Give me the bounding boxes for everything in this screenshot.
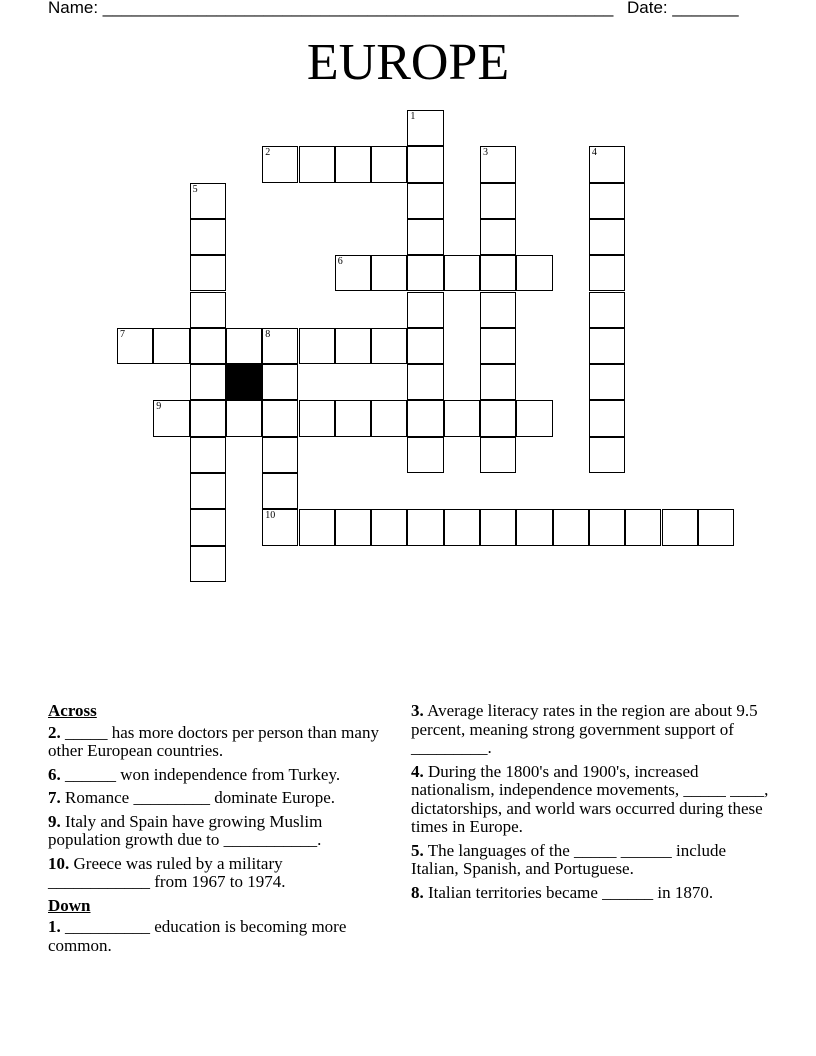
crossword-cell[interactable] (407, 509, 443, 545)
crossword-cell[interactable] (262, 437, 298, 473)
crossword-cell[interactable] (335, 509, 371, 545)
crossword-cell[interactable] (335, 328, 371, 364)
crossword-cell[interactable] (589, 364, 625, 400)
crossword-cell[interactable] (516, 255, 552, 291)
clue-number: 5. (411, 840, 424, 860)
crossword-cell[interactable] (190, 400, 226, 436)
page-title: EUROPE (306, 34, 510, 91)
cell-number: 1 (410, 111, 416, 122)
crossword-cell[interactable] (589, 328, 625, 364)
crossword-cell[interactable] (480, 183, 516, 219)
crossword-cell[interactable] (480, 509, 516, 545)
crossword-cell[interactable] (589, 255, 625, 291)
clue-across-6 (48, 766, 383, 785)
clue-across-7 (48, 789, 383, 808)
clue-number: 9. (48, 811, 61, 831)
crossword-cell[interactable] (480, 328, 516, 364)
crossword-cell[interactable] (480, 292, 516, 328)
cell-number: 9 (156, 401, 162, 413)
crossword-cell[interactable] (662, 509, 698, 545)
crossword-cell[interactable] (589, 146, 625, 182)
crossword-cell[interactable] (190, 364, 226, 400)
clue-across-10 (48, 855, 383, 892)
cell-number: 2 (265, 147, 271, 159)
cell-number: 5 (192, 183, 198, 195)
down-heading: Down (48, 895, 91, 915)
clue-down-8 (411, 884, 771, 903)
crossword-cell[interactable] (299, 146, 335, 182)
crossword-cell[interactable] (190, 255, 226, 291)
crossword-cell[interactable] (262, 400, 298, 436)
crossword-cell[interactable] (371, 400, 407, 436)
crossword-cell[interactable] (444, 509, 480, 545)
clue-text: __________ education is becoming more common. (48, 917, 347, 955)
crossword-cell[interactable] (335, 255, 371, 291)
clue-text: Greece was ruled by a military ____________ from 1967 to 1974. (48, 853, 286, 891)
crossword-cell[interactable] (190, 509, 226, 545)
crossword-cell[interactable] (480, 219, 516, 255)
crossword-cell[interactable] (371, 146, 407, 182)
clue-number: 1. (48, 917, 61, 936)
cell-number: 3 (483, 147, 488, 159)
clue-down-5 (411, 842, 771, 879)
crossword-cell[interactable] (589, 183, 625, 219)
crossword-cell[interactable] (335, 146, 371, 182)
crossword-cell[interactable] (190, 183, 226, 219)
clue-down-4 (411, 763, 771, 837)
crossword-cell[interactable] (190, 219, 226, 255)
crossword-cell[interactable] (262, 509, 298, 545)
crossword-cell[interactable] (407, 146, 443, 182)
clue-number: 10. (48, 853, 70, 873)
crossword-cell[interactable] (407, 110, 443, 146)
crossword-cell[interactable] (299, 328, 335, 364)
crossword-cell[interactable] (589, 509, 625, 545)
crossword-cell[interactable] (407, 328, 443, 364)
clue-text: ______ won independence from Turkey. (65, 764, 341, 784)
clue-text: Italian territories became ______ in 1870. (428, 882, 714, 902)
crossword-cell[interactable] (589, 219, 625, 255)
clue-number: 7. (48, 788, 61, 807)
crossword-cell[interactable] (407, 437, 443, 473)
clue-text: During the 1800's and 1900's, increased nationalism, independence movements, _____ ____, dictatorships, and world wars occurred during these times in Europe. (411, 761, 769, 836)
crossword-black-cell (226, 364, 262, 400)
crossword-cell[interactable] (262, 328, 298, 364)
cell-number: 6 (337, 256, 343, 268)
crossword-cell[interactable] (299, 400, 335, 436)
crossword-cell[interactable] (226, 328, 262, 364)
crossword-cell[interactable] (153, 400, 189, 436)
crossword-cell[interactable] (589, 292, 625, 328)
crossword-cell[interactable] (153, 328, 189, 364)
crossword-cell[interactable] (480, 437, 516, 473)
crossword-cell[interactable] (625, 509, 661, 545)
clue-down-3 (411, 702, 771, 758)
crossword-cell[interactable] (444, 255, 480, 291)
crossword-cell[interactable] (371, 509, 407, 545)
clue-text: Average literacy rates in the region are about 9.5 percent, meaning strong government support of _________. (411, 701, 758, 757)
crossword-cell[interactable] (480, 146, 516, 182)
clue-number: 2. (48, 722, 61, 742)
clue-number: 3. (411, 701, 424, 720)
crossword-cell[interactable] (407, 364, 443, 400)
cell-number: 4 (591, 147, 597, 159)
crossword-cell[interactable] (226, 400, 262, 436)
clue-across-2 (48, 724, 383, 761)
clue-text: The languages of the _____ ______ include Italian, Spanish, and Portuguese. (411, 840, 727, 878)
crossword-cell[interactable] (117, 328, 153, 364)
crossword-cell[interactable] (407, 255, 443, 291)
clue-across-9 (48, 813, 383, 850)
crossword-cell[interactable] (407, 183, 443, 219)
crossword-cell[interactable] (262, 364, 298, 400)
clues-left-column (48, 702, 383, 960)
crossword-cell[interactable] (516, 400, 552, 436)
across-heading: Across (48, 701, 97, 720)
crossword-cell[interactable] (299, 509, 335, 545)
crossword-cell[interactable] (480, 400, 516, 436)
crossword-cell[interactable] (480, 364, 516, 400)
crossword-cell[interactable] (262, 146, 298, 182)
crossword-cell[interactable] (698, 509, 734, 545)
crossword-cell[interactable] (190, 473, 226, 509)
clue-number: 4. (411, 761, 424, 781)
clue-down-1 (48, 918, 383, 955)
crossword-cell[interactable] (553, 509, 589, 545)
cell-number: 8 (265, 328, 271, 340)
date-field: Date: _______ (627, 0, 739, 17)
clue-text: _____ has more doctors per person than many other European countries. (48, 722, 379, 760)
crossword-cell[interactable] (371, 255, 407, 291)
crossword-cell[interactable] (190, 292, 226, 328)
crossword-cell[interactable] (190, 328, 226, 364)
clue-number: 8. (411, 882, 424, 902)
clue-number: 6. (48, 764, 61, 784)
clue-text: Italy and Spain have growing Muslim population growth due to ___________. (48, 811, 323, 849)
crossword-cell[interactable] (589, 437, 625, 473)
crossword-cell[interactable] (407, 219, 443, 255)
crossword-cell[interactable] (190, 437, 226, 473)
cell-number: 7 (120, 328, 125, 340)
crossword-cell[interactable] (407, 292, 443, 328)
cell-number: 10 (265, 510, 276, 522)
crossword-cell[interactable] (407, 400, 443, 436)
name-field: Name: ______________________________________________________ (48, 0, 614, 17)
crossword-cell[interactable] (480, 255, 516, 291)
crossword-cell[interactable] (371, 328, 407, 364)
crossword-cell[interactable] (516, 509, 552, 545)
crossword-cell[interactable] (262, 473, 298, 509)
clue-text: Romance _________ dominate Europe. (65, 788, 336, 807)
crossword-cell[interactable] (335, 400, 371, 436)
clues-right-column (411, 702, 771, 907)
crossword-cell[interactable] (190, 546, 226, 582)
crossword-cell[interactable] (589, 400, 625, 436)
crossword-cell[interactable] (444, 400, 480, 436)
